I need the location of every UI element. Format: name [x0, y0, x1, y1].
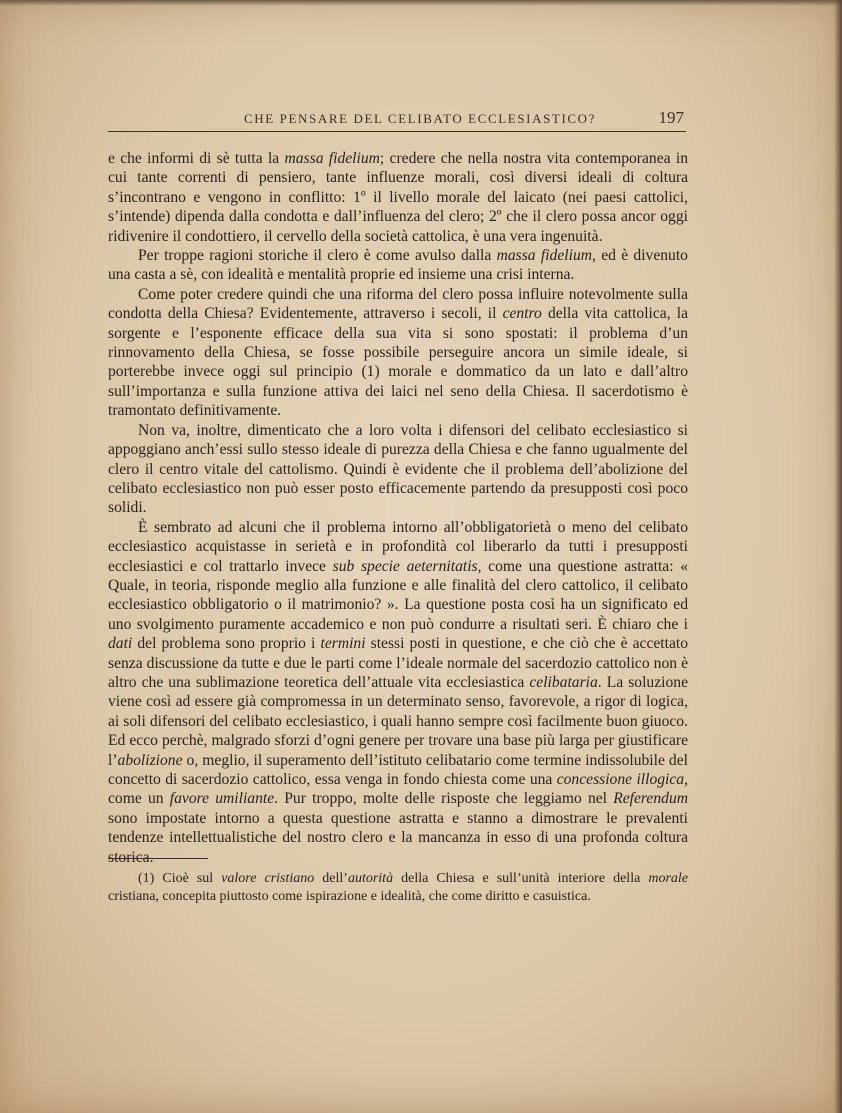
italic-text: valore cristiano	[221, 871, 315, 886]
italic-text: centro	[502, 305, 542, 323]
text-run: Per troppe ragioni storiche il clero è come avulso dalla	[138, 247, 497, 265]
text-run: cristiana, concepita piuttosto come ispirazione e idealità, che come diritto e casuistica.	[108, 888, 591, 904]
text-run: Non va, inoltre, dimenticato che a loro volta i difensori del celibato ecclesiastico si appoggiano anch’essi sullo stesso ideale di purezza della Chiesa e che fanno ugualmente del clero il centro vitale del cattolismo. Quindi è evidente che il problema dell’abolizione del celibato ecclesiastico non può esser posto efficacemente partendo da presupposti così poco solidi.	[108, 421, 688, 517]
text-run: sono impostate intorno a questa questione astratta e stanno a dimostrare le prevalenti tendenze intellettualistiche del nostro clero e la mancanza in esso di una profonda coltura storica.	[108, 809, 688, 866]
text-run: e che informi di sè tutta la	[108, 150, 285, 167]
text-run: , come una questione astratta: « Quale, in teoria, risponde meglio alla funzione e alle finalità del clero cattolico, il celibato ecclesiastico obbligatorio o il matrimonio? ». La questione posta così ha un significato ed uno svolgimento puramente accademico e non può condurre a risultati seri. È chiaro che i	[108, 557, 689, 633]
header-rule	[108, 131, 686, 132]
text-run: Come poter credere quindi che una riforma del clero possa influire notevolmente sulla condotta della Chiesa? Evidentemente, attraverso i secoli, il	[108, 285, 688, 323]
paragraph	[108, 149, 688, 246]
italic-text: dati	[108, 635, 133, 653]
text-run: (1) Cioè sul	[138, 871, 222, 886]
italic-text: autorità	[347, 871, 394, 886]
page-number: 197	[658, 108, 684, 127]
text-run: della vita cattolica, la sorgente e l’esponente efficace della sua vita si sono spostati: il problema d’un rinnovamento della Chiesa, se fosse possibile perseguire ancora un simile ideale, si porterebbe invece oggi sul principio (1) morale e dommatico da un lato e dall’altro sull’importanza e sulla funzione attiva dei laici nel seno della Chiesa. Il sacerdotismo è tramontato definitivamente.	[108, 305, 688, 420]
text-run: , ed è divenuto una casta a sè, con idealità e mentalità proprie ed insieme una crisi interna.	[108, 247, 688, 284]
paragraph	[108, 246, 688, 285]
italic-text: abolizione	[117, 751, 183, 769]
page-header	[108, 108, 686, 132]
italic-text: celibataria	[529, 673, 598, 691]
paragraph	[108, 518, 688, 867]
text-run: , come un	[108, 771, 688, 808]
italic-text: favore umiliante	[169, 790, 275, 808]
text-run: dell’	[314, 871, 348, 886]
paragraph	[108, 421, 688, 518]
footnote	[108, 870, 688, 905]
body-text	[108, 149, 688, 867]
text-run: del problema sono proprio i	[132, 635, 321, 653]
paragraph	[108, 285, 688, 421]
italic-text: Referendum	[613, 790, 688, 808]
italic-text: morale	[648, 871, 688, 886]
text-run: . Pur troppo, molte delle risposte che leggiamo nel	[274, 790, 614, 808]
text-run: o, meglio, il superamento dell’istituto celibatario come termine indissolubile del concetto di sacerdozio cattolico, essa venga in fondo chiesta come una	[108, 751, 688, 788]
italic-text: sub specie aeternitatis	[332, 557, 478, 575]
footnote-rule	[108, 858, 208, 859]
text-run: stessi posti in questione, e che ciò che è accettato senza discussione da tutte e due le parti come l’ideale normale del sacerdozio cattolico non è altro che una sublimazione teoretica dell’attuale vita ecclesiastica	[108, 635, 689, 691]
text-run: È sembrato ad alcuni che il problema intorno all’obbligatorietà o meno del celibato ecclesiastico acquistasse in serietà e in profondità col liberarlo da tutti i presupposti ecclesiastici e col trattarlo invece	[108, 518, 688, 575]
italic-text: massa fidelium	[496, 247, 592, 265]
italic-text: massa fidelium	[284, 150, 380, 167]
italic-text: concessione illogica	[556, 771, 685, 788]
italic-text: termini	[320, 635, 366, 653]
text-run: ; credere che nella nostra vita contemporanea in cui tante correnti di pensiero, tante influenze morali, così diversi ideali di coltura s’incontrano e vengono in conflitto: 1º il livello morale del laicato (nei paesi cattolici, s’intende) dipenda dalla condotta e dall’influenza del clero; 2º che il clero possa ancor oggi ridivenire il condottiero, il cervello della società cattolica, è una vera ingenuità.	[108, 150, 688, 245]
text-run: della Chiesa e sull’unità interiore della	[393, 871, 649, 886]
running-title: CHE PENSARE DEL CELIBATO ECCLESIASTICO?	[244, 111, 597, 126]
text-run: . La soluzione viene così ad essere già compromessa in un determinato senso, favorevole, a rigor di logica, ai soli difensori del celibato ecclesiastico, i quali hanno sempre così facilmente buon giuoco. Ed ecco perchè, malgrado sforzi d’ogni genere per trovare una base più larga per giustificare l’	[108, 673, 688, 769]
